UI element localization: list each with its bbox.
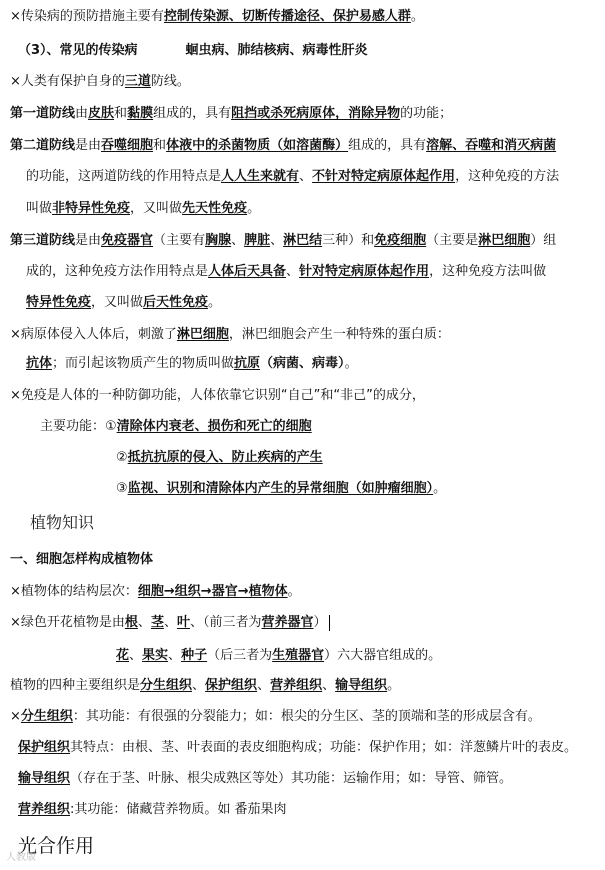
section-title-photosynthesis: 光合作用 [18, 835, 95, 857]
line-specific-immunity: 特异性免疫，又叫做后天性免疫。 [26, 295, 222, 310]
line-antibody-antigen: 抗体；而引起该物质产生的物质叫做抗原（病菌、病毒）。 [26, 356, 358, 371]
line-nonspecific-immunity: 叫做非特异性免疫，又叫做先天性免疫。 [26, 201, 261, 216]
line-three-defenses: ×人类有保护自身的三道防线。 [10, 74, 190, 89]
line-second-defense-cont: 的功能，这两道防线的作用特点是人人生来就有、不针对特定病原体起作用，这种免疫的方法 [26, 169, 560, 184]
line-nutritive-tissue: 营养组织:其功能：储藏营养物质。如 番茄果肉 [18, 802, 287, 817]
line-first-defense: 第一道防线由皮肤和黏膜组成的，具有阻挡或杀死病原体，消除异物的功能； [10, 106, 453, 121]
line-four-tissues: 植物的四种主要组织是分生组织、保护组织、营养组织、输导组织。 [10, 678, 401, 693]
line-third-defense: 第三道防线是由免疫器官（主要有胸腺、脾脏、淋巴结三种）和免疫细胞（主要是淋巴细胞）组 [10, 233, 557, 248]
line-main-function-1: 主要功能：①清除体内衰老、损伤和死亡的细胞 [40, 419, 312, 434]
line-common-diseases: （3）、常见的传染病 蛔虫病、肺结核病、病毒性肝炎 [18, 43, 368, 58]
line-prevention: ×传染病的预防措施主要有控制传染源、切断传播途径、保护易感人群。 [10, 9, 424, 24]
line-conducting-tissue: 输导组织（存在于茎、叶脉、根尖成熟区等处）其功能：运输作用；如：导管、筛管。 [18, 771, 513, 786]
line-protective-tissue: 保护组织其特点：由根、茎、叶表面的表皮细胞构成；功能：保护作用；如：洋葱鳞片叶的表皮。 [18, 740, 578, 755]
watermark: 人教版 [6, 852, 36, 863]
text-cursor [329, 615, 330, 631]
line-reproductive-organs: 花、果实、种子（后三者为生殖器官）六大器官组成的。 [116, 648, 442, 663]
line-meristematic-tissue: ×分生组织：其功能：有很强的分裂能力；如：根尖的分生区、茎的顶端和茎的形成层含有。 [10, 709, 541, 724]
line-vegetative-organs: ×绿色开花植物是由根、茎、叶、（前三者为营养器官） [10, 613, 330, 633]
line-third-defense-cont: 成的，这种免疫方法作用特点是人体后天具备、针对特定病原体起作用，这种免疫方法叫做 [26, 264, 547, 279]
line-pathogen-invasion: ×病原体侵入人体后，刺激了淋巴细胞，淋巴细胞会产生一种特殊的蛋白质： [10, 327, 450, 342]
line-main-function-2: ②抵抗抗原的侵入、防止疾病的产生 [116, 450, 323, 465]
line-main-function-3: ③监视、识别和清除体内产生的异常细胞（如肿瘤细胞）。 [116, 481, 447, 496]
section-title-plant-knowledge: 植物知识 [30, 513, 95, 532]
line-structure-levels: ×植物体的结构层次：细胞→组织→器官→植物体。 [10, 584, 301, 599]
line-second-defense: 第二道防线是由吞噬细胞和体液中的杀菌物质（如溶菌酶）组成的，具有溶解、吞噬和消灭病菌 [10, 138, 557, 153]
line-immunity-definition: ×免疫是人体的一种防御功能，人体依靠它识别“自己”和“非己”的成分， [10, 388, 425, 403]
line-cell-heading: 一、细胞怎样构成植物体 [10, 552, 154, 567]
